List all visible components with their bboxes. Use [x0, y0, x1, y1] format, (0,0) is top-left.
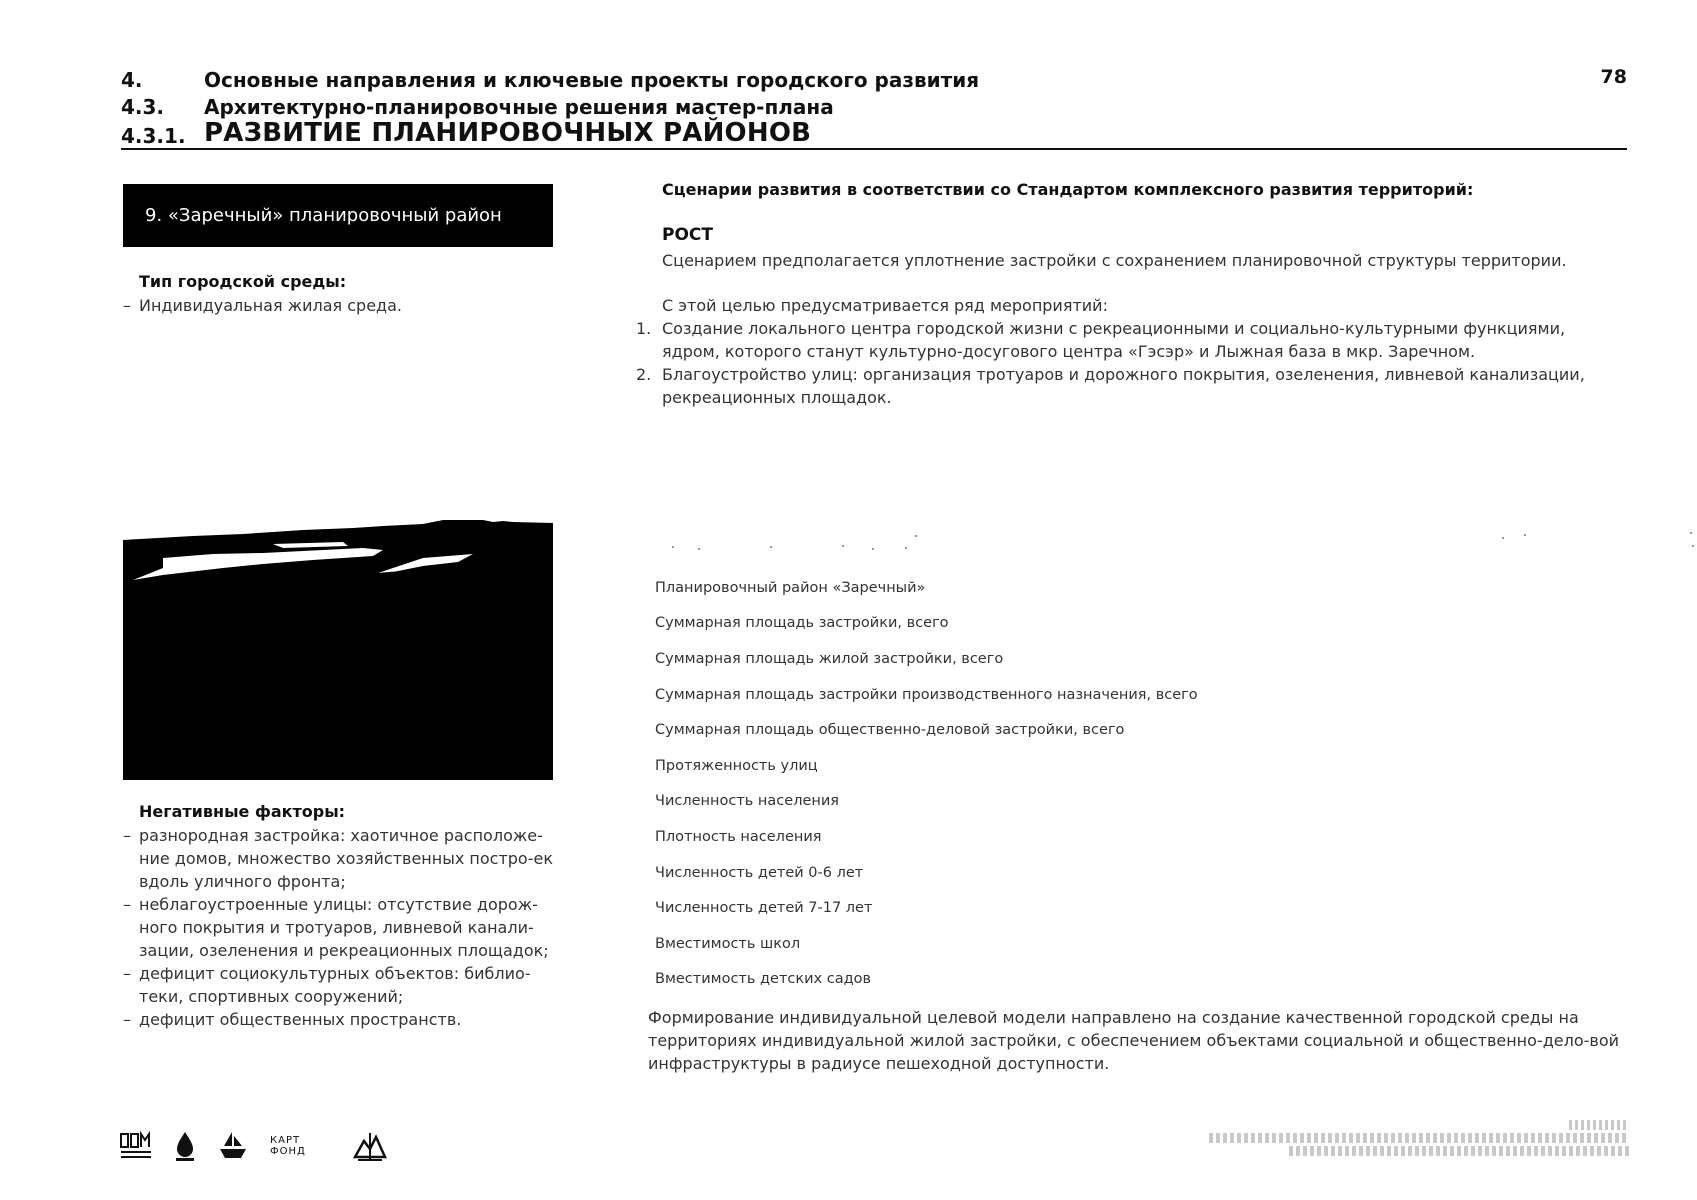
- page-title: РАЗВИТИЕ ПЛАНИРОВОЧНЫХ РАЙОНОВ: [204, 118, 812, 148]
- table-row: Планировочный район «Заречный»: [655, 579, 926, 596]
- table-row: Суммарная площадь застройки, всего: [655, 615, 949, 632]
- table-row: Суммарная площадь жилой застройки, всего: [655, 650, 1004, 667]
- table-row: Численность населения: [655, 793, 840, 810]
- list-item: 1. Создание локального центра городской жизни с рекреационными и социально-культурными функциями, ядром, которого станут культурно-досугового центра «Гэсэр» и Лыжная база в мкр. Заречном.: [636, 319, 1566, 361]
- table-row: Вместимость детских садов: [655, 971, 872, 988]
- section-number-4-3-1: 4.3.1.: [121, 124, 186, 148]
- env-type-list: [123, 294, 563, 317]
- section-title-4-3: Архитектурно-планировочные решения мастер-плана: [204, 95, 834, 119]
- table-row: Протяженность улиц: [655, 757, 818, 774]
- negative-factors-label: Негативные факторы:: [139, 802, 346, 821]
- negative-factors-list: [123, 824, 563, 1031]
- list-item: – разнородная застройка: хаотичное расположе-ние домов, множество хозяйственных постро-ек вдоль уличного фронта;: [123, 824, 563, 893]
- header-divider: [121, 148, 1627, 150]
- list-item: – неблагоустроенные улицы: отсутствие дорож-ного покрытия и тротуаров, ливневой канали-зации, озеленения и рекреационных площадок;: [123, 893, 563, 962]
- scenario-description: Сценарием предполагается уплотнение застройки с сохранением планировочной структуры территории.: [662, 251, 1567, 270]
- table-row: Вместимость школ: [655, 935, 801, 952]
- kart-fond-logo: [270, 1135, 330, 1157]
- boat-logo-icon: [218, 1130, 248, 1162]
- list-item: – дефицит общественных пространств.: [123, 1008, 563, 1031]
- measures-intro: С этой целью предусматривается ряд мероприятий:: [662, 296, 1108, 315]
- env-type-label: Тип городской среды:: [139, 272, 347, 291]
- conclusion-paragraph: Формирование индивидуальной целевой модели направлено на создание качественной городской среды на территориях индивидуальной жилой застройки, с обеспечением объектами социальной и общественно-дело-вой инфраструктуры в радиусе пешеходной доступности.: [648, 1008, 1620, 1073]
- kart-fond-logo-text: КАРТ ФОНД: [270, 1135, 306, 1157]
- list-item: – Индивидуальная жилая среда.: [123, 294, 563, 317]
- indicators-table: [655, 570, 1555, 997]
- list-item: 2. Благоустройство улиц: организация тротуаров и дорожного покрытия, озеленения, ливневой канализации, рекреационных площадок.: [636, 365, 1585, 407]
- drop-logo-icon: [174, 1130, 196, 1162]
- table-row: Суммарная площадь общественно-деловой застройки, всего: [655, 722, 1125, 739]
- section-number-4-3: 4.3.: [121, 95, 165, 119]
- district-title-box: [123, 184, 553, 247]
- partner-logos: [120, 1128, 388, 1164]
- footer-note: [1209, 1120, 1629, 1156]
- district-photo: [123, 520, 553, 780]
- table-row: Численность детей 7-17 лет: [655, 900, 873, 917]
- district-title: 9. «Заречный» планировочный район: [145, 205, 502, 226]
- table-row: Численность детей 0-6 лет: [655, 864, 864, 881]
- table-row: Плотность населения: [655, 828, 822, 845]
- scenario-name: РОСТ: [662, 225, 713, 245]
- scenarios-title: Сценарии развития в соответствии со Стандартом комплексного развития территорий:: [662, 180, 1474, 199]
- section-number-4: 4.: [121, 68, 143, 92]
- measures-list: [636, 317, 1616, 409]
- dom-logo-icon: [120, 1131, 152, 1161]
- page-number: 78: [1600, 66, 1627, 88]
- mountain-logo-icon: [352, 1129, 388, 1163]
- table-row: Суммарная площадь застройки производственного назначения, всего: [655, 686, 1198, 703]
- section-title-4: Основные направления и ключевые проекты городского развития: [204, 68, 980, 92]
- list-item: – дефицит социокультурных объектов: библио-теки, спортивных сооружений;: [123, 962, 563, 1008]
